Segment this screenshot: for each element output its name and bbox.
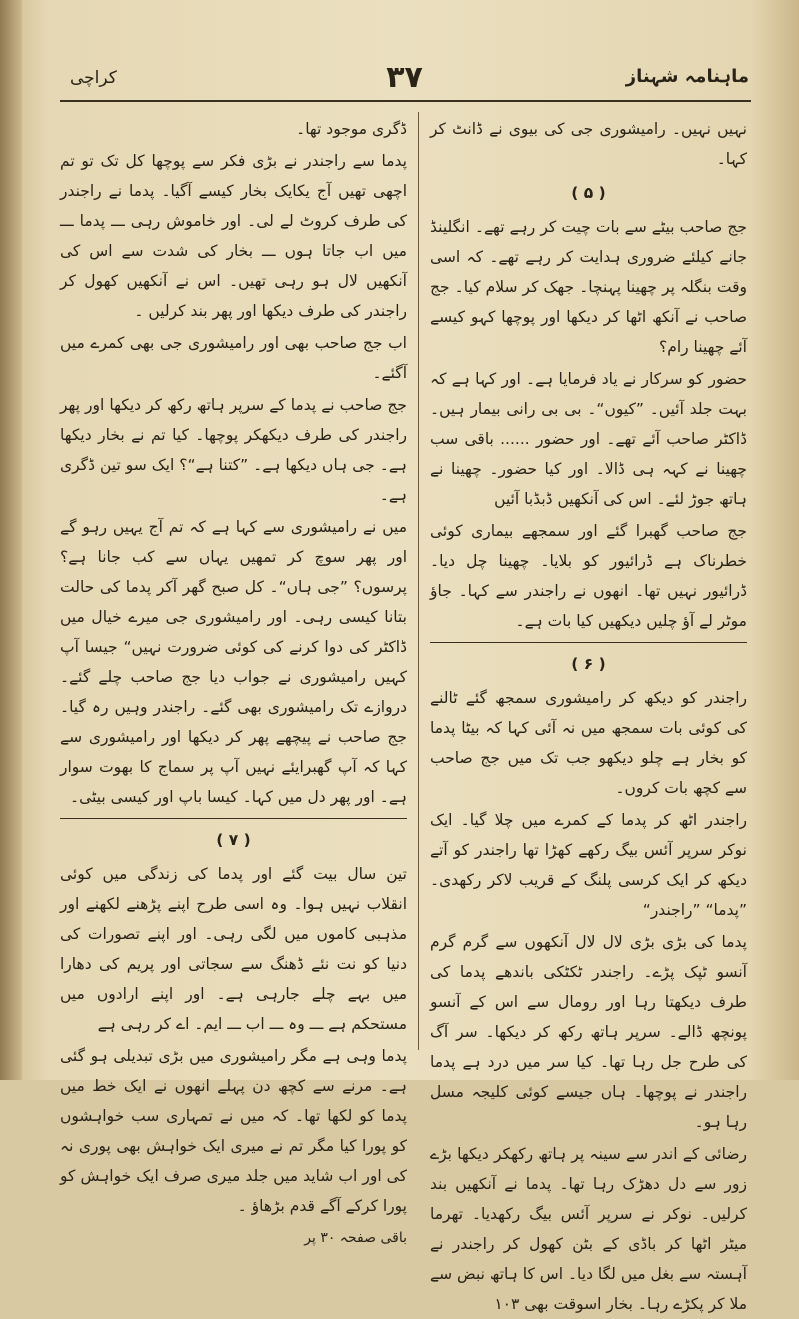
left-column (60, 114, 407, 1246)
section-number: ( ۶ ) (571, 655, 606, 673)
paragraph: جج صاحب بیٹے سے بات چیت کر رہے تھے۔ انگلینڈ جانے کیلئے ضروری ہدایت کر رہے تھے۔ کہ اسی وقت بنگلہ پر چھینا پہنچا۔ جھک کر سلام کیا۔ جج صاحب نے آنکھ اٹھا کر دیکھا اور پوچھا کہو کیسے آئے چھینا رام؟ (430, 218, 747, 356)
book-spine-shadow (0, 0, 22, 1080)
paragraph: اب جج صاحب بھی اور رامیشوری جی بھی کمرے میں آگئے۔ (60, 334, 407, 382)
paragraph: تین سال بیت گئے اور پدما کی زندگی میں کوئی انقلاب نہیں ہوا۔ وہ اسی طرح اپنے پڑھنے لکھنے اور مذہبی کاموں میں لگی رہی۔ اور اپنے تصورات کی دنیا کو نت نئے ڈھنگ سے سجاتی اور پریم کی دھارا میں بہے چلے جارہی ہے۔ اور اپنے ارادوں میں مستحکم ہے ـــ وہ ـــ اب ـــ ایم۔ اے کر رہی ہے (60, 865, 407, 1033)
page-number: ۳۷ (386, 60, 423, 95)
paragraph: نہیں نہیں۔ رامیشوری جی کی بیوی نے ڈانٹ کر کہا۔ (430, 120, 747, 168)
header-rule (60, 100, 751, 102)
paragraph: حضور کو سرکار نے یاد فرمایا ہے۔ اور کہا ہے کہ بہت جلد آئیں۔ ”کیوں“۔ بی بی رانی بیمار ہیں۔ ڈاکٹر صاحب آئے تھے۔ اور حضور ...... باقی سب چھینا نے کہہ ہی ڈالا۔ اور کیا حضور۔ چھینا نے ہاتھ جوڑ لئے۔ اس کی آنکھیں ڈبڈبا آئیں (430, 370, 747, 508)
paragraph: پدما وہی ہے مگر رامیشوری میں بڑی تبدیلی ہو گئی ہے۔ مرنے سے کچھ دن پہلے انھوں نے ایک خط میں پدما کو لکھا تھا۔ کہ میں نے تمہاری سب خواہشوں کو پورا کیا مگر تم نے میری ایک خواہش بھی پوری نہ کی اور اب شاید میں جلد میری صرف ایک خواہش کو پورا کرکے آگے قدم بڑھاؤ ۔ (60, 1047, 407, 1215)
column-divider (418, 112, 419, 1050)
paragraph: پدما کی بڑی بڑی لال لال آنکھوں سے گرم گرم آنسو ٹپک پڑے۔ راجندر ٹکٹکی باندھے پدما کی طرف دیکھتا رہا اور رومال سے اس کے آنسو پونچھ ڈالے۔ سرپر ہاتھ رکھ کر دیکھا۔ سر آگ کی طرح جل رہا تھا۔ کیا سر میں درد ہے پدما راجندر نے پوچھا۔ ہاں جیسے کوئی کلیجہ مسل رہا ہو۔ (430, 933, 747, 1131)
paragraph: رضائی کے اندر سے سینہ پر ہاتھ رکھکر دیکھا بڑے زور سے دل دھڑک رہا تھا۔ پدما نے آنکھیں بند کرلیں۔ نوکر نے سرپر آئس بیگ رکھدیا۔ تھرما میٹر اٹھا کر باڈی کے بٹن کھول کر راجندر نے آہستہ سے بغل میں لگا دیا۔ اس کا ہاتھ نبض سے ملا کر پکڑے رہا۔ بخار اسوقت بھی ۱۰۳ (430, 1145, 747, 1313)
continued-note: باقی صفحہ ۳۰ پر (304, 1230, 407, 1246)
section-number: ( ۵ ) (571, 184, 606, 202)
section-rule (430, 642, 747, 643)
paragraph: پدما سے راجندر نے بڑی فکر سے پوچھا کل تک تو تم اچھی تھیں آج یکایک بخار کیسے آگیا۔ پدما نے راجندر کی طرف کروٹ لے لی۔ اور خاموش رہی ـــ پدما ـــ میں اب جاتا ہوں ـــ بخار کی شدت سے اس کی آنکھیں لال ہو رہی تھیں۔ اس نے آنکھیں کھول کر راجندر کی طرف دیکھا اور پھر بند کرلیں ۔ (60, 152, 407, 320)
paragraph: ڈگری موجود تھا۔ (296, 120, 407, 138)
paragraph: راجندر اٹھ کر پدما کے کمرے میں چلا گیا۔ ایک نوکر سرپر آئس بیگ رکھے کھڑا تھا راجندر کو آتے دیکھ کر ایک کرسی پلنگ کے قریب لاکر رکھدی۔ ”پدما“ ”راجندر“ (430, 811, 747, 919)
magazine-title: ماہنامہ شہناز (625, 66, 749, 87)
paragraph: جج صاحب نے پدما کے سرپر ہاتھ رکھ کر دیکھا اور پھر راجندر کی طرف دیکھکر پوچھا۔ کیا تم نے بخار دیکھا ہے۔ جی ہاں دیکھا ہے۔ ”کتنا ہے“؟ ایک سو تین ڈگری ہے۔ (60, 396, 407, 504)
paragraph: جج صاحب گھبرا گئے اور سمجھے بیماری کوئی خطرناک ہے ڈرائیور کو بلایا۔ چھینا چل دیا۔ ڈرائیور نہیں تھا۔ انھوں نے راجندر سے کہا۔ جاؤ موٹر لے آؤ چلیں دیکھیں کیا بات ہے۔ (430, 522, 747, 630)
section-number: ( ۷ ) (216, 831, 251, 849)
page-header (60, 60, 749, 100)
paragraph: میں نے رامیشوری سے کہا ہے کہ تم آج یہیں رہو گے اور پھر سوچ کر تمھیں یہاں سے کب جانا ہے؟ پرسوں؟ ”جی ہاں“۔ کل صبح گھر آکر پدما کی حالت بتانا کیسی رہی۔ اور رامیشوری جی میرے خیال میں ڈاکٹر کی دوا کرنے کی کوئی ضرورت نہیں“ جیسا آپ کہیں رامیشوری نے جواب دیا جج صاحب چلے گئے۔ دروازے تک رامیشوری بھی گئے۔ راجندر وہیں رہ گیا۔ جج صاحب نے پیچھے پھر کر دیکھا اور رامیشوری سے کہا کہ آپ گھبرایئے نہیں آپ پر سماج کا بھوت سوار ہے۔ اور پھر دل میں کہا۔ کیسا باپ اور کیسی بیٹی۔ (60, 518, 407, 806)
paragraph: راجندر کو دیکھ کر رامیشوری سمجھ گئے ٹالنے کی کوئی بات سمجھ میں نہ آئی کہا کہ بیٹا پدما کو بخار ہے چلو دیکھو جب تک میں جج صاحب سے کچھ بات کروں۔ (430, 689, 747, 797)
section-rule (60, 818, 407, 819)
header-city: کراچی (70, 68, 117, 88)
right-column (430, 114, 747, 1313)
